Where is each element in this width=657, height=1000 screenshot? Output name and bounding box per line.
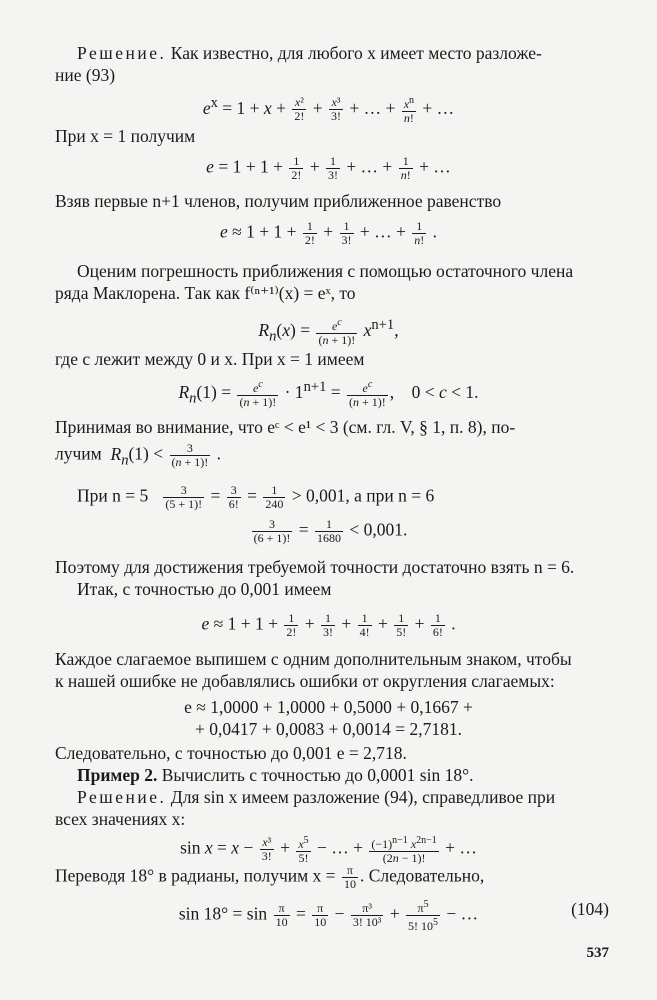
- text-line: Оценим погрешность приближения с помощью остаточного члена: [77, 261, 574, 281]
- text-line: ряда Маклорена. Так как f⁽ⁿ⁺¹⁾(x) = eˣ, то: [55, 283, 356, 303]
- formula-n6: $\frac{3}{(6 + 1)!}$ = $\frac{1}{1680}$ < 0,001.: [253, 517, 408, 545]
- text-line: Принимая во внимание, что eᶜ < e¹ < 3 (см. гл. V, § 1, п. 8), по-: [55, 417, 516, 437]
- text-line: к нашей ошибке не добавлялись ошибки от округления слагаемых:: [55, 671, 555, 691]
- formula-sum-1: e ≈ 1,0000 + 1,0000 + 0,5000 + 0,1667 +: [184, 697, 473, 717]
- text-line: Итак, с точностью до 0,001 имеем: [77, 579, 332, 599]
- text-line: При x = 1 получим: [55, 126, 196, 146]
- formula-e-approx-6: e ≈ 1 + 1 + $\frac{1}{2!}$ + $\frac{1}{3!}$ + $\frac{1}{4!}$ + $\frac{1}{5!}$ + $\frac{1}{6!}$ .: [201, 611, 456, 639]
- text-line: где c лежит между 0 и x. При x = 1 имеем: [55, 349, 365, 369]
- example-heading: Пример 2. Вычислить с точностью до 0,0001 sin 18°.: [77, 765, 474, 785]
- text-line: Переводя 18° в радианы, получим x = $\frac{\pi}{10}$ . Следовательно,: [55, 863, 485, 891]
- equation-number: (104): [571, 899, 609, 919]
- formula-e-approx-n: e ≈ 1 + 1 + $\frac{1}{2!}$ + $\frac{1}{3!}$ + … + $\frac{1}{n!}$ .: [220, 219, 437, 247]
- formula-e-series: e = 1 + 1 + $\frac{1}{2!}$ + $\frac{1}{3!}$ + … + $\frac{1}{n!}$ + …: [206, 154, 451, 182]
- text-line: Следовательно, с точностью до 0,001 e = 2,718.: [55, 743, 407, 763]
- text-line: ние (93): [55, 65, 116, 85]
- formula-sum-2: + 0,0417 + 0,0083 + 0,0014 = 2,7181.: [195, 719, 462, 739]
- text-line: Решение. Для sin x имеем разложение (94), справедливое при: [77, 787, 556, 807]
- formula-sin18: sin 18° = sin $\frac{\pi}{10}$ = $\frac{\pi}{10}$ − $\frac{\text{π³}}{\text{3! 10³}}$ + $\frac{\pi^5}{5! 10^5}$ − … (104): [178, 899, 609, 933]
- text-line: лучим $R_n(1)$ < $\frac{3}{(n + 1)!}$ .: [55, 441, 222, 469]
- text-line: Решение. Как известно, для любого x имеет место разложе-: [77, 43, 542, 63]
- formula-sin-series: sin x = x − $\frac{\text{x³}}{3!}$ + $\frac{x^5}{5!}$ − … + $\frac{(-1)^{n-1} x^{2n-1}}{(2n - 1)!}$ + …: [180, 835, 477, 865]
- formula-n5: При n = 5 $\frac{3}{(5 + 1)!}$ = $\frac{3}{6!}$ = $\frac{1}{240}$ > 0,001, а при n = 6: [77, 483, 435, 511]
- text-line: Каждое слагаемое выпишем с одним дополнительным знаком, чтобы: [55, 649, 572, 669]
- formula-rn1: $R_n(1)$ = $\frac{e^c}{(n + 1)!}$ · $1^{n+1}$ = $\frac{e^c}{(n + 1)!}$ , 0 < c < 1.: [178, 379, 479, 410]
- text-line: Взяв первые n+1 членов, получим приближенное равенство: [55, 191, 502, 211]
- page-number: 537: [586, 945, 609, 961]
- text-line: Поэтому для достижения требуемой точности достаточно взять n = 6.: [55, 557, 575, 577]
- formula-ex-series: $e^x = 1 + x$ + $\frac{\text{x²}}{2!}$ + $\frac{\text{x³}}{3!}$ + … + $\frac{x^n}{n!}$ + …: [202, 95, 455, 126]
- formula-rn: $R_n(x)$ = $\frac{e^c}{(n + 1)!}$ $x^{n+1}$,: [258, 317, 399, 348]
- text-line: всех значениях x:: [55, 809, 186, 829]
